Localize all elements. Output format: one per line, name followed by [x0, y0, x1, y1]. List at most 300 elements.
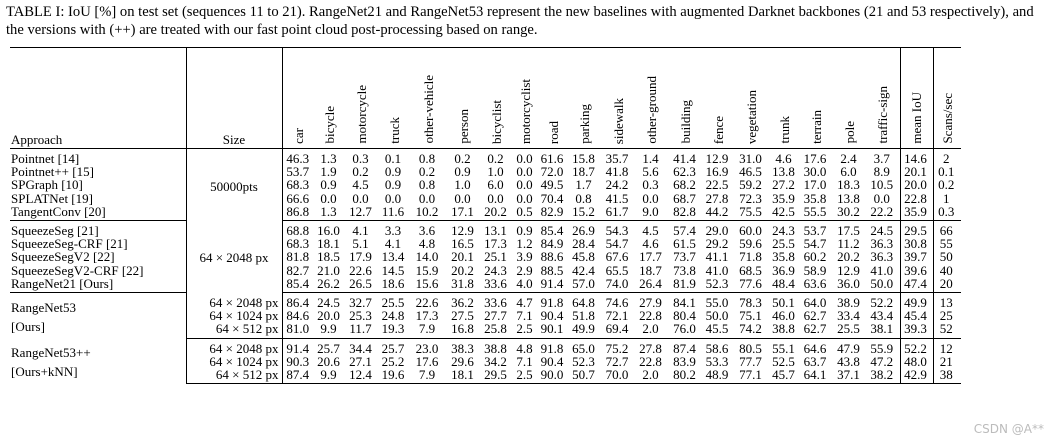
- cell-terrain: 53.7: [803, 223, 827, 239]
- cell-other-ground: 22.8: [639, 308, 662, 324]
- cell-person: 38.3: [451, 340, 474, 356]
- cell-traffic-sign: 41.0: [870, 262, 894, 278]
- cell-motorcycle: 17.9: [349, 249, 372, 265]
- cell-pole: 11.2: [837, 236, 860, 252]
- cell-person: 16.5: [451, 236, 474, 252]
- cell-scans-sec: 2: [933, 149, 961, 166]
- header-label: car: [291, 127, 307, 144]
- approach-name: [10, 293, 186, 339]
- cell-mean-iou: 20.1: [900, 165, 933, 178]
- cell-parking: 42.4: [572, 262, 595, 278]
- cell-person: 12.9: [451, 223, 474, 239]
- header-label: road: [545, 120, 561, 144]
- approach-name: SPGraph [10]: [11, 177, 83, 193]
- cell-bicyclist: 1.0: [487, 164, 504, 180]
- cell-parking: 18.7: [572, 164, 595, 180]
- cell-road: 88.6: [540, 249, 564, 265]
- cell-car: 81.8: [282, 250, 315, 263]
- cell-terrain: 62.7: [803, 308, 827, 324]
- cell-sidewalk: 72.7: [605, 353, 629, 369]
- cell-fence: 58.6: [705, 340, 729, 356]
- header-person: [447, 48, 480, 149]
- cell-traffic-sign: 10.5: [870, 177, 894, 193]
- cell-car: 68.8: [282, 221, 315, 238]
- cell-person: 20.2: [451, 262, 474, 278]
- cell-car: 90.3: [282, 355, 315, 368]
- cell-other-vehicle: 4.8: [418, 236, 436, 252]
- cell-truck: 0.9: [384, 164, 402, 180]
- cell-parking: 50.7: [568, 368, 601, 384]
- header-truck: [379, 48, 409, 149]
- cell-car: 66.6: [282, 192, 315, 205]
- cell-bicycle: 9.9: [315, 368, 344, 384]
- cell-truck: 19.3: [379, 322, 409, 338]
- cell-truck: 0.1: [384, 151, 402, 166]
- cell-other-ground: 9.0: [635, 205, 668, 221]
- cell-truck: 18.6: [379, 277, 409, 293]
- cell-motorcycle: 27.1: [349, 353, 372, 369]
- cell-terrain: 63.7: [803, 353, 827, 369]
- cell-vegetation: 77.1: [733, 368, 770, 384]
- cell-motorcyclist: 0.0: [516, 164, 533, 180]
- cell-bicycle: 26.2: [315, 277, 344, 293]
- cell-car: 68.3: [282, 237, 315, 250]
- cell-traffic-sign: 22.2: [866, 205, 900, 221]
- cell-bicyclist: 38.8: [484, 340, 507, 356]
- header-label: vegetation: [744, 89, 759, 144]
- cell-vegetation: 46.5: [739, 164, 762, 180]
- size-value: 64 × 1024 px: [186, 309, 282, 322]
- cell-other-vehicle: 0.2: [418, 164, 436, 180]
- cell-car: 82.7: [282, 264, 315, 277]
- cell-motorcyclist: 2.5: [513, 322, 538, 338]
- cell-car: 81.0: [282, 322, 315, 338]
- cell-parking: 0.8: [575, 190, 592, 206]
- size-value: 64 × 1024 px: [186, 355, 282, 368]
- approach-name-line: [Ours+kNN]: [11, 364, 78, 380]
- cell-truck: 0.0: [384, 190, 402, 206]
- table-row: [10, 293, 961, 310]
- cell-motorcyclist: 0.5: [513, 205, 538, 221]
- header-label: Scans/sec: [939, 93, 955, 144]
- cell-trunk: 45.7: [770, 368, 799, 384]
- header-pole: [833, 48, 866, 149]
- cell-fence: 29.0: [705, 223, 729, 239]
- cell-scans-sec: 66: [933, 221, 961, 238]
- header-label: motorcyclist: [518, 78, 533, 144]
- cell-building: 87.4: [673, 340, 696, 356]
- header-terrain: [799, 48, 833, 149]
- cell-fence: 45.5: [703, 322, 733, 338]
- cell-scans-sec: 0.3: [933, 205, 961, 221]
- header-row: [10, 48, 961, 149]
- cell-vegetation: 74.2: [733, 322, 770, 338]
- table-row: [10, 221, 961, 238]
- cell-road: 90.1: [538, 322, 568, 338]
- cell-motorcyclist: 4.8: [516, 340, 533, 356]
- cell-car: 86.8: [282, 205, 315, 221]
- cell-car: 86.4: [282, 293, 315, 310]
- table-row: [10, 338, 961, 355]
- cell-trunk: 48.4: [770, 277, 799, 293]
- size-value: 64 × 2048 px: [186, 338, 282, 355]
- cell-bicyclist: 33.6: [484, 295, 507, 311]
- cell-car: 85.4: [282, 277, 315, 293]
- cell-other-ground: 5.6: [642, 164, 659, 180]
- cell-building: 57.4: [673, 223, 696, 239]
- approach-name: SPLATNet [19]: [11, 190, 93, 206]
- cell-bicyclist: 0.2: [487, 151, 504, 166]
- cell-person: 16.8: [447, 322, 480, 338]
- cell-pole: 12.9: [837, 262, 860, 278]
- cell-traffic-sign: 8.9: [873, 164, 890, 180]
- cell-motorcyclist: 0.0: [516, 177, 533, 193]
- cell-road: 91.8: [540, 340, 564, 356]
- cell-sidewalk: 54.3: [605, 223, 629, 239]
- cell-motorcycle: 26.5: [344, 277, 379, 293]
- header-label: parking: [577, 104, 592, 144]
- cell-motorcycle: 0.0: [352, 190, 369, 206]
- cell-terrain: 35.8: [803, 190, 827, 206]
- cell-mean-iou: 14.6: [900, 149, 933, 166]
- watermark: CSDN @A**: [973, 422, 1044, 436]
- header-motorcyclist: [513, 48, 538, 149]
- header-motorcycle: [344, 48, 379, 149]
- cell-mean-iou: 30.8: [900, 237, 933, 250]
- cell-road: 90.0: [538, 368, 568, 384]
- cell-road: 84.9: [540, 236, 564, 252]
- cell-motorcycle: 25.3: [349, 308, 372, 324]
- cell-parking: 49.9: [568, 322, 601, 338]
- cell-traffic-sign: 47.2: [870, 353, 894, 369]
- cell-road: 49.5: [540, 177, 564, 193]
- cell-trunk: 35.9: [772, 190, 795, 206]
- cell-other-vehicle: 0.8: [418, 151, 436, 166]
- cell-road: 91.4: [538, 277, 568, 293]
- cell-trunk: 46.0: [772, 308, 795, 324]
- cell-person: 29.6: [451, 353, 474, 369]
- cell-fence: 44.2: [703, 205, 733, 221]
- cell-trunk: 24.3: [772, 223, 795, 239]
- cell-motorcyclist: 1.2: [516, 236, 533, 252]
- cell-other-vehicle: 23.0: [415, 340, 439, 356]
- cell-building: 73.8: [673, 262, 696, 278]
- cell-mean-iou: 39.3: [900, 322, 933, 338]
- cell-vegetation: 77.7: [739, 353, 762, 369]
- cell-other-vehicle: 7.9: [409, 368, 447, 384]
- cell-road: 88.5: [540, 262, 564, 278]
- cell-trunk: 27.2: [772, 177, 795, 193]
- cell-scans-sec: 50: [933, 250, 961, 263]
- header-bicyclist: [480, 48, 513, 149]
- cell-mean-iou: 29.5: [900, 221, 933, 238]
- cell-motorcyclist: 2.9: [516, 262, 533, 278]
- cell-person: 0.0: [454, 190, 471, 206]
- cell-trunk: 50.1: [772, 295, 795, 311]
- table-row: [10, 192, 961, 205]
- cell-sidewalk: 74.0: [601, 277, 635, 293]
- cell-scans-sec: 13: [933, 293, 961, 310]
- cell-other-ground: 1.4: [642, 151, 659, 166]
- cell-trunk: 42.5: [770, 205, 799, 221]
- cell-vegetation: 80.5: [739, 340, 762, 356]
- cell-truck: 19.6: [379, 368, 409, 384]
- cell-pole: 37.1: [833, 368, 866, 384]
- cell-traffic-sign: 36.3: [870, 249, 894, 265]
- approach-name: [10, 338, 186, 384]
- cell-motorcycle: 22.6: [349, 262, 372, 278]
- table-row: [10, 178, 961, 191]
- cell-scans-sec: 52: [933, 322, 961, 338]
- cell-other-ground: 18.7: [639, 262, 662, 278]
- cell-mean-iou: 39.7: [900, 250, 933, 263]
- cell-motorcyclist: 7.1: [516, 353, 533, 369]
- cell-building: 76.0: [668, 322, 703, 338]
- cell-vegetation: 78.3: [739, 295, 762, 311]
- cell-building: 82.8: [668, 205, 703, 221]
- cell-sidewalk: 74.6: [605, 295, 629, 311]
- cell-motorcyclist: 0.0: [516, 151, 533, 166]
- header-size: Size: [186, 48, 282, 149]
- cell-pole: 18.3: [837, 177, 860, 193]
- cell-bicyclist: 34.2: [484, 353, 507, 369]
- cell-sidewalk: 69.4: [601, 322, 635, 338]
- header-label: pole: [842, 121, 857, 144]
- cell-bicyclist: 25.1: [484, 249, 507, 265]
- cell-road: 72.0: [540, 164, 564, 180]
- cell-building: 61.5: [673, 236, 696, 252]
- cell-vegetation: 71.8: [739, 249, 762, 265]
- cell-scans-sec: 20: [933, 277, 961, 293]
- header-label: other-vehicle: [420, 75, 436, 144]
- table-row: [10, 250, 961, 263]
- cell-other-vehicle: 14.0: [415, 249, 439, 265]
- cell-truck: 14.5: [381, 262, 405, 278]
- header-car: [282, 48, 315, 149]
- cell-mean-iou: 49.9: [900, 293, 933, 310]
- header-bicycle: [315, 48, 344, 149]
- cell-person: 36.2: [451, 295, 474, 311]
- cell-fence: 27.8: [705, 190, 729, 206]
- cell-car: 91.4: [282, 338, 315, 355]
- cell-fence: 41.0: [705, 262, 729, 278]
- cell-truck: 4.1: [384, 236, 402, 252]
- cell-bicycle: 21.0: [317, 262, 340, 278]
- cell-other-ground: 2.0: [635, 322, 668, 338]
- cell-bicyclist: 13.1: [484, 223, 507, 239]
- table-caption: TABLE I: IoU [%] on test set (sequences 11 to 21). RangeNet21 and RangeNet53 represent the new baselines with augmented Darknet backbones (21 and 53 respectively), and the versions with (++) are treated with our fast point cloud post-processing based on range.: [6, 4, 1034, 38]
- cell-traffic-sign: 24.5: [870, 223, 894, 239]
- cell-bicycle: 0.9: [320, 177, 337, 193]
- cell-other-vehicle: 3.6: [418, 223, 436, 239]
- cell-motorcyclist: 7.1: [516, 308, 533, 324]
- approach-name: SqueezeSegV2 [22]: [11, 249, 115, 265]
- cell-truck: 25.2: [381, 353, 405, 369]
- cell-parking: 51.8: [572, 308, 595, 324]
- cell-bicycle: 24.5: [317, 295, 340, 311]
- header-label: fence: [710, 115, 726, 144]
- size-value: 50000pts: [186, 149, 282, 221]
- cell-fence: 16.9: [705, 164, 729, 180]
- cell-motorcycle: 5.1: [352, 236, 369, 252]
- cell-person: 20.1: [451, 249, 474, 265]
- cell-other-vehicle: 17.3: [415, 308, 439, 324]
- table-row: [10, 149, 961, 166]
- cell-terrain: 62.7: [799, 322, 833, 338]
- header-approach: Approach: [10, 48, 186, 149]
- cell-scans-sec: 40: [933, 264, 961, 277]
- approach-name: SqueezeSeg-CRF [21]: [11, 236, 128, 252]
- cell-trunk: 38.8: [770, 322, 799, 338]
- cell-pole: 47.9: [837, 340, 860, 356]
- cell-traffic-sign: 36.3: [870, 236, 894, 252]
- cell-pole: 30.2: [833, 205, 866, 221]
- cell-truck: 13.4: [381, 249, 405, 265]
- cell-scans-sec: 21: [933, 355, 961, 368]
- cell-traffic-sign: 55.9: [870, 340, 894, 356]
- approach-name: SqueezeSegV2-CRF [22]: [11, 262, 144, 278]
- header-building: [668, 48, 703, 149]
- header-label: traffic-sign: [875, 86, 891, 144]
- cell-other-ground: 27.8: [639, 340, 662, 356]
- cell-parking: 1.7: [575, 177, 592, 193]
- size-value: 64 × 512 px: [186, 368, 282, 384]
- cell-truck: 11.6: [379, 205, 409, 221]
- iou-results-table: [10, 47, 961, 384]
- cell-other-ground: 22.8: [639, 353, 662, 369]
- cell-mean-iou: 42.9: [900, 368, 933, 384]
- cell-sidewalk: 67.6: [605, 249, 629, 265]
- cell-building: 80.4: [673, 308, 696, 324]
- cell-bicycle: 25.7: [317, 340, 340, 356]
- cell-road: 85.4: [540, 223, 564, 239]
- approach-name: TangentConv [20]: [10, 205, 186, 221]
- cell-traffic-sign: 38.2: [866, 368, 900, 384]
- approach-name: RangeNet21 [Ours]: [10, 277, 186, 293]
- cell-mean-iou: 20.0: [900, 178, 933, 191]
- cell-building: 81.9: [668, 277, 703, 293]
- header-trunk: [770, 48, 799, 149]
- cell-building: 73.7: [673, 249, 696, 265]
- header-label: person: [456, 109, 471, 144]
- cell-vegetation: 75.5: [733, 205, 770, 221]
- cell-road: 70.4: [540, 190, 564, 206]
- approach-name: Pointnet [14]: [11, 151, 80, 166]
- cell-mean-iou: 48.0: [900, 355, 933, 368]
- header-other-ground: [635, 48, 668, 149]
- cell-sidewalk: 65.5: [605, 262, 629, 278]
- cell-person: 31.8: [447, 277, 480, 293]
- cell-car: 87.4: [282, 368, 315, 384]
- cell-vegetation: 72.3: [739, 190, 762, 206]
- cell-bicycle: 1.3: [320, 151, 337, 166]
- cell-parking: 26.9: [572, 223, 595, 239]
- cell-bicyclist: 24.3: [484, 262, 507, 278]
- cell-sidewalk: 35.7: [605, 151, 629, 166]
- cell-truck: 3.3: [384, 223, 402, 239]
- header-scans-sec: [933, 48, 961, 149]
- cell-traffic-sign: 0.0: [873, 190, 890, 206]
- cell-bicycle: 18.1: [317, 236, 340, 252]
- cell-other-ground: 0.3: [642, 177, 659, 193]
- cell-pole: 43.8: [837, 353, 860, 369]
- cell-motorcycle: 0.2: [352, 164, 369, 180]
- cell-mean-iou: 52.2: [900, 338, 933, 355]
- cell-other-vehicle: 15.9: [415, 262, 439, 278]
- cell-truck: 25.5: [381, 295, 405, 311]
- cell-pole: 36.0: [833, 277, 866, 293]
- cell-terrain: 64.1: [799, 368, 833, 384]
- cell-other-ground: 0.0: [642, 190, 659, 206]
- cell-traffic-sign: 43.4: [870, 308, 894, 324]
- cell-vegetation: 77.6: [733, 277, 770, 293]
- cell-sidewalk: 70.0: [601, 368, 635, 384]
- cell-fence: 55.0: [705, 295, 729, 311]
- cell-other-vehicle: 7.9: [409, 322, 447, 338]
- cell-bicycle: 16.0: [317, 223, 340, 239]
- cell-terrain: 64.0: [803, 295, 827, 311]
- cell-pole: 6.0: [840, 164, 857, 180]
- header-other-vehicle: [409, 48, 447, 149]
- cell-vegetation: 60.0: [739, 223, 762, 239]
- cell-sidewalk: 41.8: [605, 164, 629, 180]
- cell-motorcycle: 12.4: [344, 368, 379, 384]
- cell-motorcycle: 4.1: [352, 223, 369, 239]
- cell-terrain: 63.6: [799, 277, 833, 293]
- cell-traffic-sign: 3.7: [873, 151, 890, 166]
- cell-vegetation: 68.5: [739, 262, 762, 278]
- cell-building: 62.3: [673, 164, 696, 180]
- header-label: bicycle: [322, 106, 337, 144]
- cell-scans-sec: 25: [933, 309, 961, 322]
- cell-sidewalk: 54.7: [605, 236, 629, 252]
- cell-bicyclist: 25.8: [480, 322, 513, 338]
- cell-car: 53.7: [282, 165, 315, 178]
- header-label: trunk: [777, 116, 792, 144]
- cell-person: 18.1: [447, 368, 480, 384]
- cell-fence: 41.1: [705, 249, 729, 265]
- cell-trunk: 4.6: [775, 151, 792, 166]
- cell-person: 0.9: [454, 164, 471, 180]
- cell-car: 84.6: [282, 309, 315, 322]
- cell-sidewalk: 41.5: [605, 190, 629, 206]
- cell-other-ground: 26.4: [635, 277, 668, 293]
- cell-fence: 53.3: [705, 353, 729, 369]
- cell-motorcyclist: 0.9: [516, 223, 533, 239]
- size-value: 64 × 2048 px: [186, 221, 282, 293]
- cell-bicycle: 18.5: [317, 249, 340, 265]
- cell-mean-iou: 39.6: [900, 264, 933, 277]
- cell-other-ground: 4.6: [642, 236, 659, 252]
- cell-road: 90.4: [540, 353, 564, 369]
- cell-scans-sec: 38: [933, 368, 961, 384]
- cell-motorcyclist: 0.0: [516, 190, 533, 206]
- table-row: [10, 205, 961, 221]
- cell-bicyclist: 17.3: [484, 236, 507, 252]
- cell-scans-sec: 0.2: [933, 178, 961, 191]
- cell-motorcycle: 12.7: [344, 205, 379, 221]
- cell-trunk: 36.9: [772, 262, 795, 278]
- header-road: [538, 48, 568, 149]
- header-label: terrain: [808, 109, 824, 144]
- cell-building: 80.2: [668, 368, 703, 384]
- cell-pole: 13.8: [837, 190, 860, 206]
- cell-fence: 29.2: [705, 236, 729, 252]
- cell-road: 90.4: [540, 308, 564, 324]
- cell-motorcycle: 0.3: [352, 151, 369, 166]
- cell-bicyclist: 29.5: [480, 368, 513, 384]
- cell-truck: 0.9: [384, 177, 402, 193]
